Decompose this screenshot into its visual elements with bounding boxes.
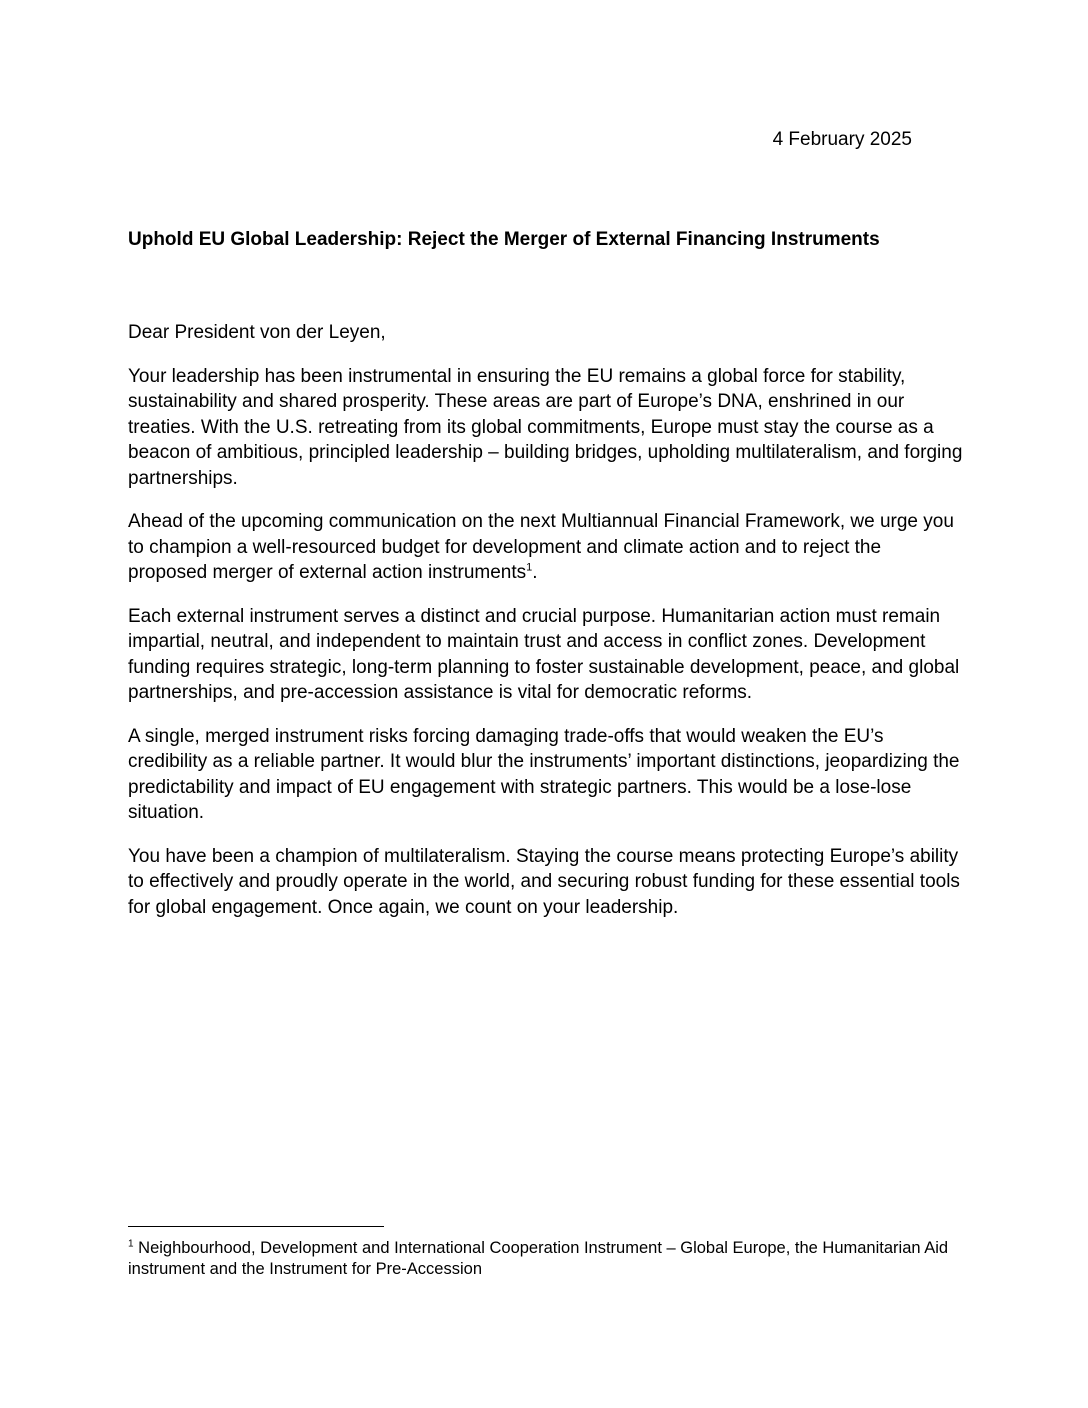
paragraph-instruments: Each external instrument serves a distinct and crucial purpose. Humanitarian action must remain impartial, neutral, and independent to maintain trust and access in conflict zones. Development funding requires strategic, long-term planning to foster sustainable development, peace, and global partnerships, and pre-accession assistance is vital for democratic reforms. [128,605,960,703]
letter-body [128,320,964,938]
footnote-text: Neighbourhood, Development and International Cooperation Instrument – Global Europe, the Humanitarian Aid instrument and the Instrument for Pre-Accession [128,1239,949,1278]
footnote-marker: 1 [128,1238,134,1250]
footnote-reference[interactable]: 1 [526,561,533,574]
footnote [128,1238,964,1280]
letter-title: Uphold EU Global Leadership: Reject the Merger of External Financing Instruments [128,229,880,250]
paragraph-mff-period: . [532,562,538,583]
letter-date: 4 February 2025 [772,129,912,150]
footnote-separator [128,1226,384,1227]
paragraph-leadership: Your leadership has been instrumental in ensuring the EU remains a global force for stability, sustainability and shared prosperity. These areas are part of Europe’s DNA, enshrined in our treaties. With the U.S. retreating from its global commitments, Europe must stay the course as a beacon of ambitious, principled leadership – building bridges, upholding multilateralism, and forging partnerships. [128,365,963,489]
paragraph-closing: You have been a champion of multilateralism. Staying the course means protecting Europe’s ability to effectively and proudly operate in the world, and securing robust funding for these essential tools for global engagement. Once again, we count on your leadership. [128,845,960,918]
paragraph-mff-text: Ahead of the upcoming communication on the next Multiannual Financial Framework, we urge you to champion a well-resourced budget for development and climate action and to reject the proposed merger of external action instruments [128,511,954,583]
salutation: Dear President von der Leyen, [128,322,386,343]
paragraph-mff [128,509,964,586]
paragraph-merger-risk: A single, merged instrument risks forcing damaging trade-offs that would weaken the EU’s credibility as a reliable partner. It would blur the instruments’ important distinctions, jeopardizing the predictability and impact of EU engagement with strategic partners. This would be a lose-lose situation. [128,725,960,823]
